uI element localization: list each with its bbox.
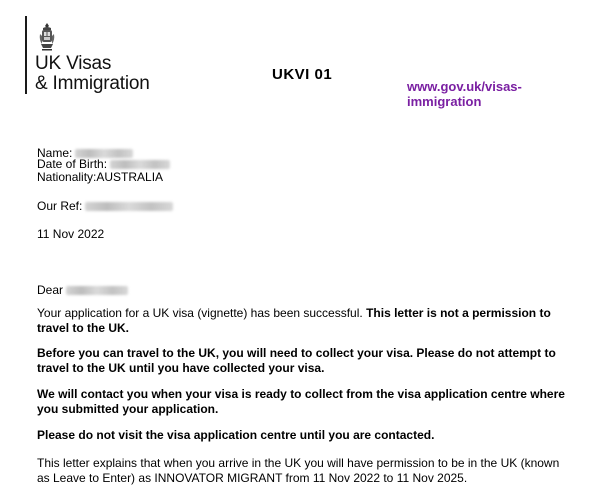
our-ref-field	[37, 199, 173, 213]
brand-divider	[25, 16, 27, 94]
dob-field	[37, 157, 170, 171]
brand-name-line2: & Immigration	[35, 73, 150, 94]
brand-name-line1: UK Visas	[35, 53, 112, 74]
gov-website-link[interactable]	[407, 79, 522, 109]
redacted-recipient	[66, 286, 128, 295]
paragraph-do-not-visit: Please do not visit the visa application centre until you are contacted.	[37, 428, 435, 442]
redacted-ref	[85, 202, 173, 211]
letter-date: 11 Nov 2022	[37, 227, 105, 241]
dob-label: Date of Birth:	[37, 157, 108, 171]
nationality-field	[37, 170, 163, 184]
nationality-label: Nationality:	[37, 170, 97, 184]
salutation	[37, 283, 128, 297]
paragraph-success	[37, 306, 567, 336]
redacted-dob	[110, 160, 170, 169]
gov-link-line2: immigration	[407, 94, 482, 109]
paragraph-success-text: Your application for a UK visa (vignette) has been successful.	[37, 306, 367, 320]
document-code: UKVI 01	[272, 66, 333, 83]
paragraph-contact: We will contact you when your visa is ready to collect from the visa application centre where you submitted your application.	[37, 387, 565, 416]
nationality-value: AUSTRALIA	[96, 170, 164, 184]
royal-crest-icon	[38, 22, 56, 52]
paragraph-leave-to-enter: This letter explains that when you arrive in the UK you will have permission to be in the UK (known as Leave to Enter) as INNOVATOR MIGRANT from 11 Nov 2022 to 11 Nov 2025.	[37, 456, 560, 485]
gov-link-line1: www.gov.uk/visas-	[407, 79, 522, 94]
salutation-text: Dear	[37, 283, 64, 297]
paragraph-success-warning: This letter is not a permission to travel to the UK.	[37, 306, 551, 335]
our-ref-label: Our Ref:	[37, 199, 83, 213]
name-label: Name:	[37, 146, 73, 160]
paragraph-collect-visa: Before you can travel to the UK, you will need to collect your visa. Please do not attempt to travel to the UK until you have collected your visa.	[37, 346, 556, 375]
